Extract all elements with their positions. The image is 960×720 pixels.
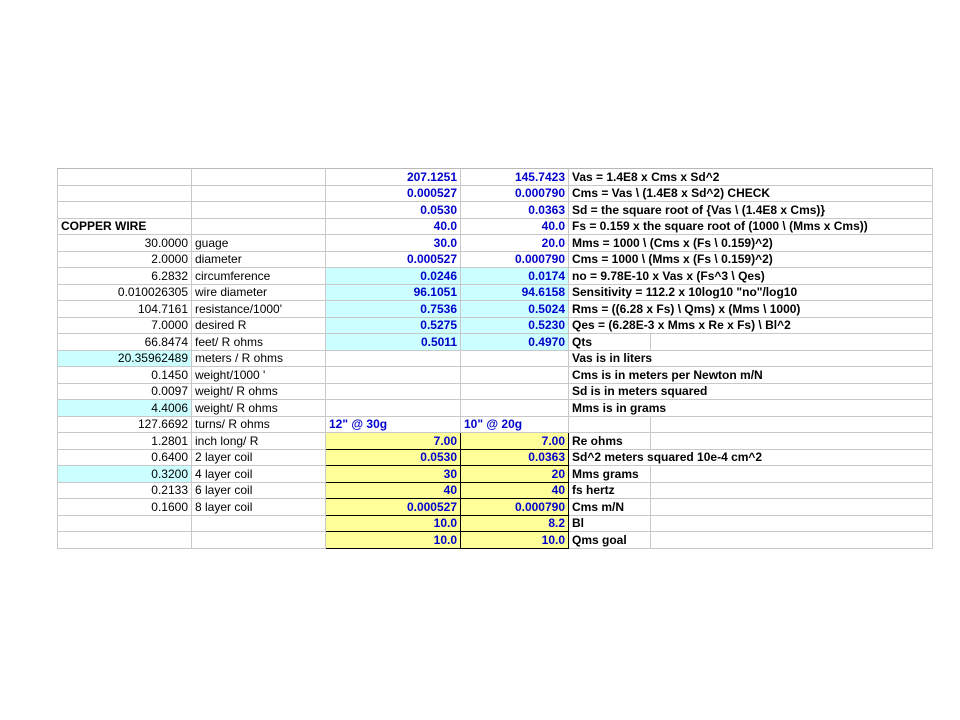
cell-c2[interactable]: inch long/ R <box>192 433 326 450</box>
cell-c4[interactable]: 10.0 <box>461 532 569 549</box>
cell-c4[interactable]: 0.000790 <box>461 251 569 268</box>
cell-c5[interactable] <box>569 416 651 433</box>
sheet-row <box>58 367 933 384</box>
cell-c4[interactable]: 20.0 <box>461 235 569 252</box>
cell-c2[interactable] <box>192 202 326 219</box>
cell-c4[interactable] <box>461 367 569 384</box>
cell-c4[interactable]: 0.5024 <box>461 301 569 318</box>
cell-c1[interactable] <box>58 169 192 186</box>
cell-c3[interactable]: 0.000527 <box>326 251 461 268</box>
cell-c4[interactable]: 10" @ 20g <box>461 416 569 433</box>
cell-c3[interactable]: 0.0246 <box>326 268 461 285</box>
cell-c6[interactable] <box>651 466 933 483</box>
cell-c5[interactable]: Bl <box>569 515 651 532</box>
cell-c4[interactable]: 0.5230 <box>461 317 569 334</box>
cell-c1[interactable]: 66.8474 <box>58 334 192 351</box>
cell-c3[interactable]: 10.0 <box>326 515 461 532</box>
spreadsheet-grid <box>57 168 933 549</box>
cell-c5[interactable]: Sd is in meters squared <box>569 383 933 400</box>
cell-c2[interactable]: wire diameter <box>192 284 326 301</box>
cell-c1[interactable]: 2.0000 <box>58 251 192 268</box>
cell-c2[interactable]: 2 layer coil <box>192 449 326 466</box>
cell-c3[interactable]: 30 <box>326 466 461 483</box>
cell-c2[interactable]: meters / R ohms <box>192 350 326 367</box>
cell-c2[interactable]: feet/ R ohms <box>192 334 326 351</box>
cell-c3[interactable]: 40.0 <box>326 218 461 235</box>
cell-c5[interactable]: Qms goal <box>569 532 651 549</box>
cell-c6[interactable] <box>651 482 933 499</box>
cell-c2[interactable]: weight/ R ohms <box>192 400 326 417</box>
cell-c2[interactable]: diameter <box>192 251 326 268</box>
cell-c5[interactable]: Qts <box>569 334 651 351</box>
sheet-row <box>58 251 933 268</box>
cell-c4[interactable] <box>461 350 569 367</box>
cell-c3[interactable] <box>326 400 461 417</box>
cell-c2[interactable] <box>192 532 326 549</box>
cell-c1[interactable]: 0.2133 <box>58 482 192 499</box>
cell-c1[interactable]: 0.0097 <box>58 383 192 400</box>
cell-c5[interactable]: Mms = 1000 \ (Cms x (Fs \ 0.159)^2) <box>569 235 933 252</box>
cell-c4[interactable] <box>461 400 569 417</box>
cell-c2[interactable]: 6 layer coil <box>192 482 326 499</box>
cell-c2[interactable]: resistance/1000' <box>192 301 326 318</box>
sheet-row <box>58 416 933 433</box>
cell-c4[interactable]: 145.7423 <box>461 169 569 186</box>
cell-c2[interactable] <box>192 185 326 202</box>
sheet-row <box>58 515 933 532</box>
cell-c3[interactable]: 30.0 <box>326 235 461 252</box>
cell-c5[interactable]: Cms m/N <box>569 499 651 516</box>
cell-c1[interactable]: 1.2801 <box>58 433 192 450</box>
cell-c4[interactable]: 7.00 <box>461 433 569 450</box>
cell-c1[interactable]: 0.1450 <box>58 367 192 384</box>
sheet-row <box>58 235 933 252</box>
cell-c5[interactable]: Sd = the square root of {Vas \ (1.4E8 x Cms)} <box>569 202 933 219</box>
cell-c1[interactable]: COPPER WIRE <box>58 218 192 235</box>
cell-c2[interactable] <box>192 218 326 235</box>
cell-c1[interactable]: 0.6400 <box>58 449 192 466</box>
cell-c5[interactable]: Cms is in meters per Newton m/N <box>569 367 933 384</box>
cell-c4[interactable]: 20 <box>461 466 569 483</box>
sheet-row <box>58 334 933 351</box>
cell-c2[interactable] <box>192 515 326 532</box>
cell-c1[interactable]: 104.7161 <box>58 301 192 318</box>
cell-c3[interactable]: 0.0530 <box>326 449 461 466</box>
cell-c2[interactable] <box>192 169 326 186</box>
cell-c3[interactable]: 7.00 <box>326 433 461 450</box>
cell-c5[interactable]: Vas is in liters <box>569 350 933 367</box>
cell-c3[interactable]: 0.0530 <box>326 202 461 219</box>
cell-c6[interactable] <box>651 499 933 516</box>
cell-c4[interactable]: 0.0174 <box>461 268 569 285</box>
cell-c3[interactable]: 96.1051 <box>326 284 461 301</box>
cell-c6[interactable] <box>651 515 933 532</box>
cell-c1[interactable]: 0.3200 <box>58 466 192 483</box>
cell-c3[interactable] <box>326 350 461 367</box>
cell-c5[interactable]: fs hertz <box>569 482 651 499</box>
cell-c3[interactable]: 207.1251 <box>326 169 461 186</box>
sheet-row <box>58 400 933 417</box>
cell-c3[interactable] <box>326 383 461 400</box>
cell-c2[interactable]: circumference <box>192 268 326 285</box>
cell-c4[interactable] <box>461 383 569 400</box>
cell-c4[interactable]: 8.2 <box>461 515 569 532</box>
sheet-row <box>58 301 933 318</box>
cell-c1[interactable] <box>58 515 192 532</box>
cell-c2[interactable]: desired R <box>192 317 326 334</box>
cell-c2[interactable]: guage <box>192 235 326 252</box>
cell-c3[interactable]: 0.5275 <box>326 317 461 334</box>
cell-c3[interactable]: 0.5011 <box>326 334 461 351</box>
sheet-row <box>58 499 933 516</box>
sheet-row <box>58 317 933 334</box>
cell-c1[interactable] <box>58 185 192 202</box>
cell-c4[interactable]: 40.0 <box>461 218 569 235</box>
cell-c2[interactable]: weight/ R ohms <box>192 383 326 400</box>
cell-c6[interactable] <box>651 532 933 549</box>
cell-c4[interactable]: 40 <box>461 482 569 499</box>
cell-c5[interactable]: Mms grams <box>569 466 651 483</box>
cell-c1[interactable]: 7.0000 <box>58 317 192 334</box>
cell-c2[interactable]: 8 layer coil <box>192 499 326 516</box>
cell-c1[interactable]: 20.35962489 <box>58 350 192 367</box>
cell-c4[interactable]: 94.6158 <box>461 284 569 301</box>
cell-c5[interactable]: Rms = ((6.28 x Fs) \ Qms) x (Mms \ 1000) <box>569 301 933 318</box>
cell-c3[interactable]: 0.000527 <box>326 499 461 516</box>
sheet-row <box>58 383 933 400</box>
cell-c4[interactable]: 0.000790 <box>461 185 569 202</box>
cell-c4[interactable]: 0.0363 <box>461 449 569 466</box>
cell-c5[interactable]: Re ohms <box>569 433 651 450</box>
sheet-row <box>58 433 933 450</box>
cell-c4[interactable]: 0.000790 <box>461 499 569 516</box>
cell-c5[interactable]: Fs = 0.159 x the square root of (1000 \ (Mms x Cms)) <box>569 218 933 235</box>
cell-c2[interactable]: weight/1000 ' <box>192 367 326 384</box>
cell-c1[interactable] <box>58 202 192 219</box>
sheet-row <box>58 482 933 499</box>
cell-c1[interactable]: 4.4006 <box>58 400 192 417</box>
sheet-row <box>58 350 933 367</box>
cell-c5[interactable]: Sd^2 meters squared 10e-4 cm^2 <box>569 449 933 466</box>
cell-c2[interactable]: 4 layer coil <box>192 466 326 483</box>
cell-c3[interactable]: 10.0 <box>326 532 461 549</box>
cell-c3[interactable]: 12" @ 30g <box>326 416 461 433</box>
sheet-row <box>58 218 933 235</box>
cell-c5[interactable]: Vas = 1.4E8 x Cms x Sd^2 <box>569 169 933 186</box>
sheet-row <box>58 532 933 549</box>
cell-c5[interactable]: Qes = (6.28E-3 x Mms x Re x Fs) \ Bl^2 <box>569 317 933 334</box>
sheet-row <box>58 185 933 202</box>
sheet-row <box>58 169 933 186</box>
sheet-row <box>58 449 933 466</box>
cell-c5[interactable]: Cms = 1000 \ (Mms x (Fs \ 0.159)^2) <box>569 251 933 268</box>
sheet-row <box>58 202 933 219</box>
cell-c6[interactable] <box>651 416 933 433</box>
cell-c3[interactable]: 0.7536 <box>326 301 461 318</box>
cell-c4[interactable]: 0.0363 <box>461 202 569 219</box>
cell-c1[interactable]: 30.0000 <box>58 235 192 252</box>
cell-c5[interactable]: Cms = Vas \ (1.4E8 x Sd^2) CHECK <box>569 185 933 202</box>
cell-c1[interactable]: 0.1600 <box>58 499 192 516</box>
cell-c1[interactable]: 127.6692 <box>58 416 192 433</box>
cell-c5[interactable]: Sensitivity = 112.2 x 10log10 "no"/log10 <box>569 284 933 301</box>
cell-c5[interactable]: no = 9.78E-10 x Vas x (Fs^3 \ Qes) <box>569 268 933 285</box>
cell-c3[interactable]: 40 <box>326 482 461 499</box>
cell-c3[interactable]: 0.000527 <box>326 185 461 202</box>
cell-c6[interactable] <box>651 334 933 351</box>
cell-c1[interactable]: 6.2832 <box>58 268 192 285</box>
cell-c1[interactable] <box>58 532 192 549</box>
cell-c3[interactable] <box>326 367 461 384</box>
cell-c5[interactable]: Mms is in grams <box>569 400 933 417</box>
sheet-row <box>58 284 933 301</box>
cell-c6[interactable] <box>651 433 933 450</box>
sheet-row <box>58 268 933 285</box>
cell-c2[interactable]: turns/ R ohms <box>192 416 326 433</box>
sheet-row <box>58 466 933 483</box>
cell-c1[interactable]: 0.010026305 <box>58 284 192 301</box>
cell-c4[interactable]: 0.4970 <box>461 334 569 351</box>
